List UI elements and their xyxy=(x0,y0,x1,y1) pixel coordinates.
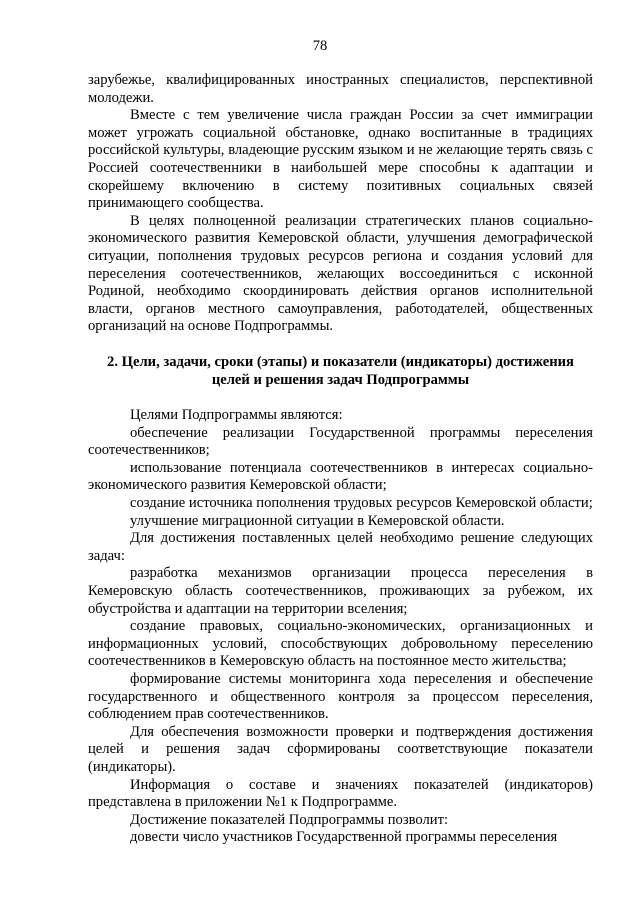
paragraph: В целях полноценной реализации стратегических планов социально-экономического развития Кемеровской области, улучшения демографической ситуации, пополнения трудовых ресурсов региона и создания условий для переселения соотечественников, желающих воссоединиться с исконной Родиной, необходимо скоординировать действия органов исполнительной власти, органов местного самоуправления, работодателей, общественных организаций на основе Подпрограммы. xyxy=(88,212,593,335)
paragraph: Для обеспечения возможности проверки и подтверждения достижения целей и решения задач сформированы соответствующие показатели (индикаторы). xyxy=(88,723,593,775)
page-number: 78 xyxy=(312,38,328,54)
list-item: разработка механизмов организации процесса переселения в Кемеровскую область соотечественников, проживающих за рубежом, их обустройства и адаптации на территории вселения; xyxy=(88,565,593,617)
paragraph: Информация о составе и значениях показателей (индикаторов) представлена в приложении №1 к Подпрограмме. xyxy=(88,776,593,811)
list-item: формирование системы мониторинга хода переселения и обеспечение государственного и общественного контроля за процессом переселения, соблюдением прав соотечественников. xyxy=(88,671,593,723)
list-item: создание источника пополнения трудовых ресурсов Кемеровской области; xyxy=(130,495,593,512)
section-heading: 2. Цели, задачи, сроки (этапы) и показатели (индикаторы) достижения целей и решения задач Подпрограммы xyxy=(107,353,574,388)
list-item: улучшение миграционной ситуации в Кемеровской области. xyxy=(130,512,505,529)
list-item: довести число участников Государственной программы переселения xyxy=(130,829,558,846)
paragraph: Для достижения поставленных целей необходимо решение следующих задач: xyxy=(88,530,593,564)
paragraph: зарубежье, квалифицированных иностранных специалистов, перспективной молодежи. xyxy=(88,72,593,106)
list-item: использование потенциала соотечественников в интересах социально-экономического развития Кемеровской области; xyxy=(88,459,593,494)
paragraph: Целями Подпрограммы являются: xyxy=(130,407,343,424)
list-item: обеспечение реализации Государственной программы переселения соотечественников; xyxy=(88,424,593,459)
paragraph: Достижение показателей Подпрограммы позволит: xyxy=(130,811,449,828)
list-item: создание правовых, социально-экономических, организационных и информационных условий, способствующих добровольному переселению соотечественников в Кемеровскую область на постоянное место жительства; xyxy=(88,618,593,670)
paragraph: Вместе с тем увеличение числа граждан России за счет иммиграции может угрожать социальной обстановке, однако воспитанные в традициях российской культуры, владеющие русским языком и не желающие терять связь с Россией соотечественники в наибольшей мере способны к адаптации и скорейшему включению в систему позитивных социальных связей принимающего сообщества. xyxy=(88,107,593,212)
document-body xyxy=(88,72,593,847)
